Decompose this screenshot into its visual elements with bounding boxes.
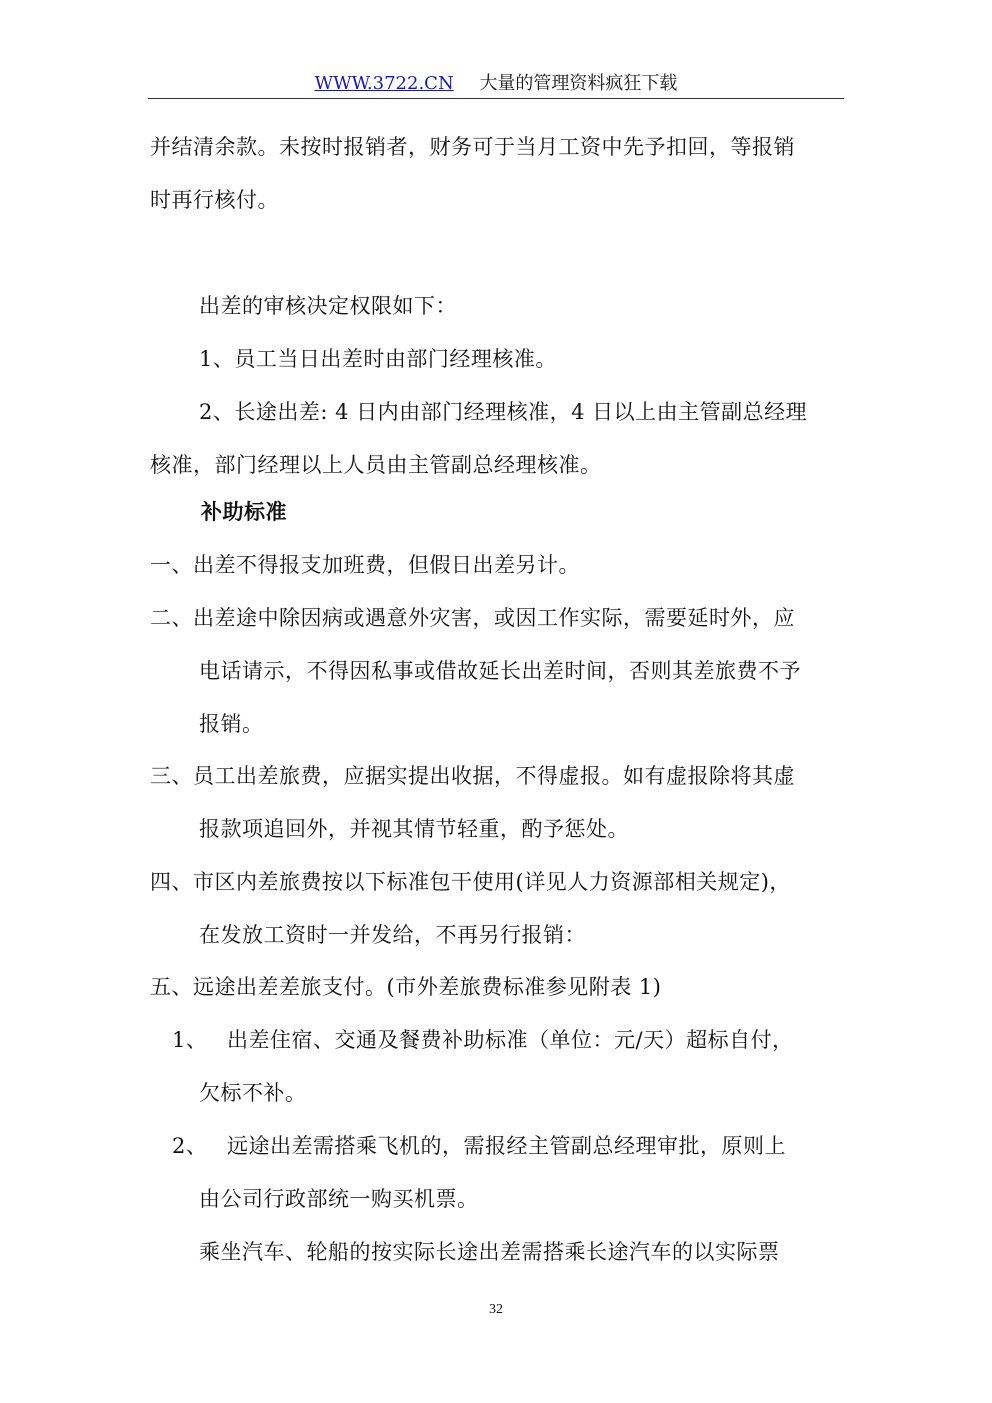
section-heading: 补助标准: [201, 500, 287, 524]
body-line: 二、出差途中除因病或遇意外灾害，或因工作实际，需要延时外，应: [150, 606, 795, 630]
body-line: 出差的审核决定权限如下：: [199, 294, 457, 318]
body-line: 由公司行政部统一购买机票。: [199, 1187, 479, 1211]
list-number: 2、: [172, 1134, 208, 1158]
list-number: 1、: [172, 1028, 208, 1052]
body-line: 报销。: [199, 712, 264, 736]
page-header: [148, 70, 844, 99]
body-line: 1、员工当日出差时由部门经理核准。: [199, 347, 557, 371]
body-line: 远途出差需搭乘飞机的，需报经主管副总经理审批，原则上: [227, 1134, 786, 1158]
body-line: 时再行核付。: [150, 188, 279, 212]
body-line: 电话请示，不得因私事或借故延长出差时间，否则其差旅费不予: [199, 659, 801, 683]
body-line: 四、市区内差旅费按以下标准包干使用(详见人力资源部相关规定)，: [150, 870, 791, 894]
body-line: 乘坐汽车、轮船的按实际长途出差需搭乘长途汽车的以实际票: [199, 1240, 780, 1264]
body-line: 并结清余款。未按时报销者，财务可于当月工资中先予扣回，等报销: [150, 135, 795, 159]
body-line: 核准，部门经理以上人员由主管副总经理核准。: [150, 453, 602, 477]
body-line: 欠标不补。: [199, 1081, 307, 1105]
body-line: 五、远途出差差旅支付。(市外差旅费标准参见附表 1): [150, 975, 662, 999]
body-line: 2、长途出差: 4 日内由部门经理核准，4 日以上由主管副总经理: [199, 400, 808, 424]
body-line: 三、员工出差旅费，应据实提出收据，不得虚报。如有虚报除将其虚: [150, 764, 795, 788]
header-slogan: 大量的管理资料疯狂下载: [479, 73, 678, 94]
body-line: 在发放工资时一并发给，不再另行报销：: [199, 923, 586, 947]
body-line: 一、出差不得报支加班费，但假日出差另计。: [150, 553, 580, 577]
body-line: 报款项追回外，并视其情节轻重，酌予惩处。: [199, 817, 629, 841]
page-number: 32: [489, 1302, 503, 1317]
body-line: 出差住宿、交通及餐费补助标准（单位：元/天）超标自付，: [227, 1028, 794, 1052]
header-site-link[interactable]: WWW.3722.CN: [314, 73, 454, 94]
